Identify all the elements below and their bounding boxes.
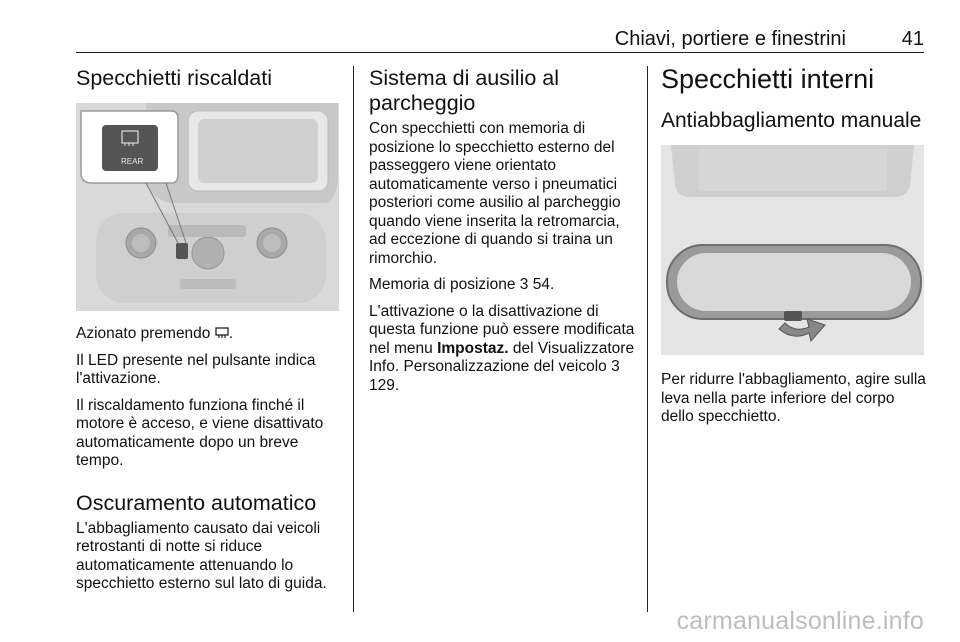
mirror-illustration — [661, 145, 924, 355]
page-number: 41 — [901, 28, 924, 50]
column-left — [76, 66, 342, 602]
paragraph: Per ridurre l'abbagliamento, agire sulla leva nella parte inferiore del corpo dello specchietto. — [661, 371, 926, 425]
page-reference-icon: 3 — [519, 276, 529, 293]
column-middle — [369, 66, 635, 403]
paragraph: Il LED presente nel pulsante indica l'attivazione. — [76, 351, 316, 387]
section-title-parking-assist: Sistema di ausilio al parcheggio — [369, 66, 560, 115]
section-title-manual-antiglare: Antiabbagliamento manuale — [661, 109, 922, 132]
paragraph: Con specchietti con memoria di posizione lo specchietto esterno del passeggero viene orientato automaticamente verso i pneumatici posteriori come ausilio al parcheggio quando viene inserita la retromarcia, ad eccezione di quando si traina un rimorchio. — [369, 120, 621, 267]
chapter-title-interior-mirrors: Specchietti interni — [661, 64, 875, 94]
paragraph: L'abbagliamento causato dai veicoli retrostanti di notte si riduce automaticamente attenuando lo specchietto esterno sul lato di guida. — [76, 519, 327, 592]
paragraph: Azionato premendo . — [76, 325, 234, 342]
column-right — [661, 66, 927, 435]
rear-defrost-icon — [215, 327, 229, 339]
page-header — [76, 22, 924, 53]
figure-heated-mirror-button — [76, 103, 339, 311]
column-divider — [647, 66, 648, 612]
header-title: Chiavi, portiere e finestrini — [614, 28, 846, 50]
menu-name: Impostaz. — [437, 339, 509, 357]
section-title-auto-dimming: Oscuramento automatico — [76, 490, 317, 515]
rear-button-label: REAR — [121, 157, 144, 166]
column-divider — [353, 66, 354, 612]
page-reference-icon: 3 — [611, 358, 620, 375]
paragraph: Il riscaldamento funziona finché il motore è acceso, e viene disattivato automaticamente dopo un breve tempo. — [76, 396, 324, 469]
section-title-heated-mirrors: Specchietti riscaldati — [76, 66, 272, 90]
paragraph: Memoria di posizione 3 54. — [369, 276, 555, 293]
figure-interior-mirror — [661, 145, 924, 355]
paragraph: L'attivazione o la disattivazione di questa funzione può essere modificata nel menu Impostaz. del Visualizzatore Info. Personalizzazione del veicolo 3 129. — [369, 302, 635, 394]
watermark: carmanualsonline.info — [676, 607, 924, 635]
dashboard-illustration — [76, 103, 339, 311]
